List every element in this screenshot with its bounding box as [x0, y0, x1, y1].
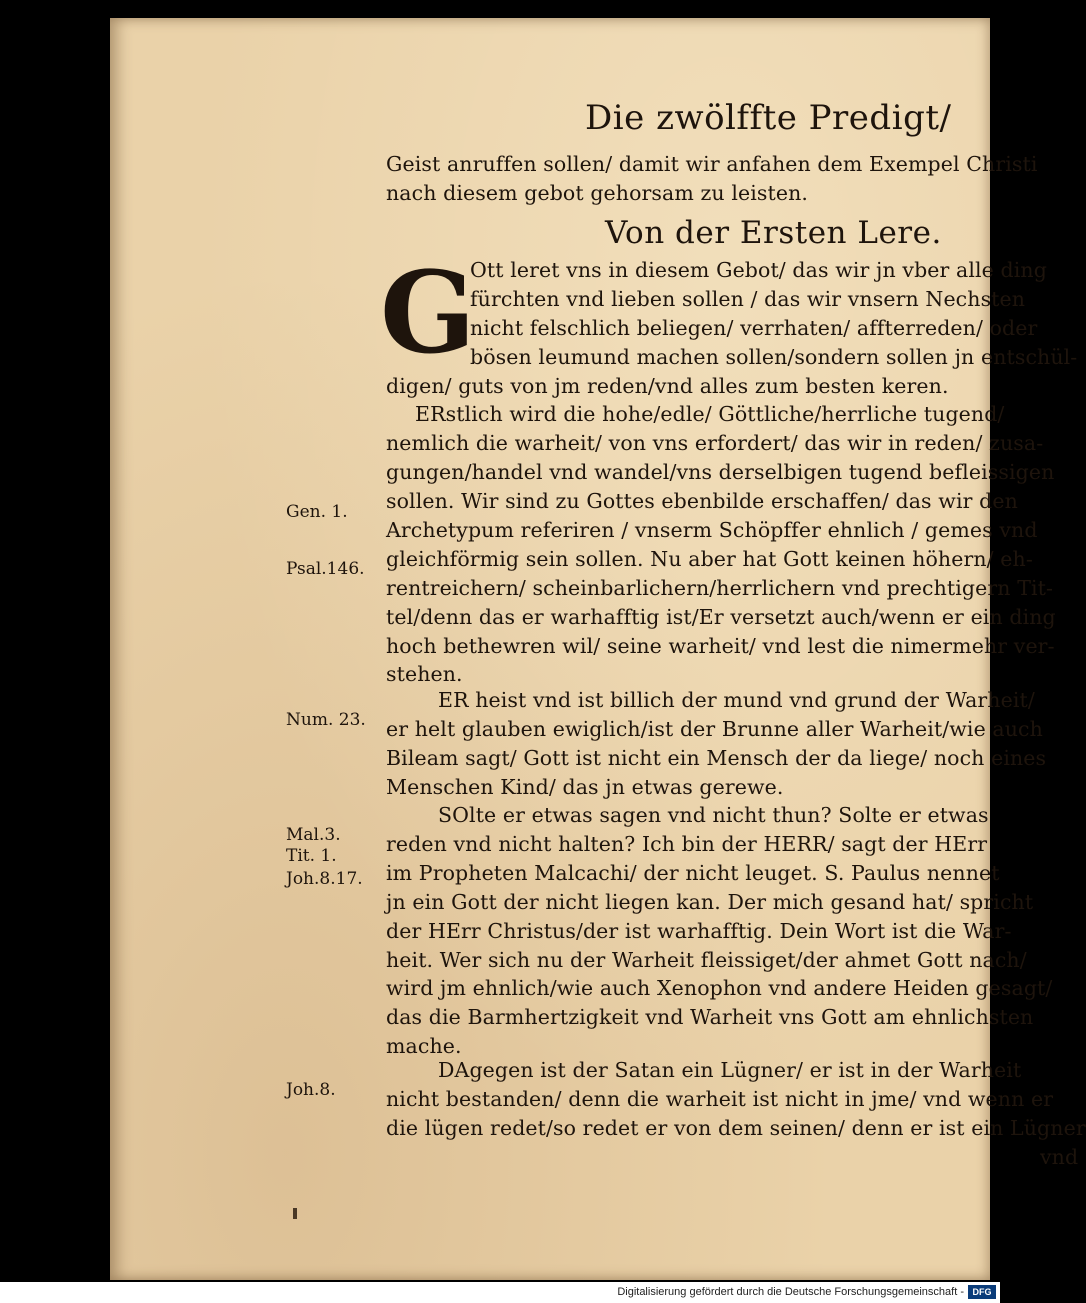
text-line: ERstlich wird die hohe/edle/ Göttliche/herrliche tugend/ — [415, 402, 1005, 426]
text-line: bösen leumund machen sollen/sondern sollen jn entschül- — [470, 345, 1078, 369]
margin-note: Tit. 1. — [286, 846, 337, 866]
text-line: die lügen redet/so redet er von dem seinen/ denn er ist ein Lügner — [386, 1116, 1086, 1140]
margin-note: Num. 23. — [286, 710, 366, 730]
text-line: er helt glauben ewiglich/ist der Brunne aller Warheit/wie auch — [386, 717, 1043, 741]
text-line: wird jm ehnlich/wie auch Xenophon vnd andere Heiden gesagt/ — [386, 976, 1053, 1000]
text-line: Menschen Kind/ das jn etwas gerewe. — [386, 775, 784, 799]
margin-note: Joh.8.17. — [286, 869, 363, 889]
margin-note: Psal.146. — [286, 559, 365, 579]
text-line: Bileam sagt/ Gott ist nicht ein Mensch der da liege/ noch eines — [386, 746, 1047, 770]
margin-note: Gen. 1. — [286, 502, 348, 522]
catchword: vnd — [1040, 1145, 1079, 1169]
text-line: nach diesem gebot gehorsam zu leisten. — [386, 181, 808, 205]
text-line: mache. — [386, 1034, 462, 1058]
text-line: das die Barmhertzigkeit vnd Warheit vns Gott am ehnlichsten — [386, 1005, 1034, 1029]
book-page — [110, 18, 1086, 1280]
text-line: fürchten vnd lieben sollen / das wir vnsern Nechsten — [470, 287, 1026, 311]
text-line: stehen. — [386, 662, 463, 686]
text-line: rentreichern/ scheinbarlichern/herrlichern vnd prechtigern Tit- — [386, 576, 1053, 600]
text-line: SOlte er etwas sagen vnd nicht thun? Solte er etwas — [438, 803, 989, 827]
text-line: nicht bestanden/ denn die warheit ist nicht in jme/ vnd wenn er — [386, 1087, 1054, 1111]
dfg-logo-icon: DFG — [968, 1285, 996, 1299]
text-line: gungen/handel vnd wandel/vns derselbigen tugend befleissigen — [386, 460, 1055, 484]
text-line: DAgegen ist der Satan ein Lügner/ er ist in der Warheit — [438, 1058, 1022, 1082]
text-line: jn ein Gott der nicht liegen kan. Der mich gesand hat/ spricht — [386, 890, 1034, 914]
margin-note: Mal.3. — [286, 825, 341, 845]
text-line: Ott leret vns in diesem Gebot/ das wir jn vber alle ding — [470, 258, 1047, 282]
text-line: reden vnd nicht halten? Ich bin der HERR/ sagt der HErr — [386, 832, 988, 856]
text-line: digen/ guts von jm reden/vnd alles zum besten keren. — [386, 374, 949, 398]
text-line: nemlich die warheit/ von vns erfordert/ das wir in reden/ zusa- — [386, 431, 1044, 455]
page-mark — [293, 1208, 297, 1219]
section-heading: Von der Ersten Lere. — [605, 215, 942, 251]
text-line: Geist anruffen sollen/ damit wir anfahen dem Exempel Christi — [386, 152, 1038, 176]
margin-note: Joh.8. — [286, 1080, 336, 1100]
footer-credit: Digitalisierung gefördert durch die Deutsche Forschungsgemeinschaft - — [617, 1286, 964, 1298]
text-line: im Propheten Malcachi/ der nicht leuget. S. Paulus nennet — [386, 861, 1000, 885]
drop-cap: G — [380, 248, 476, 379]
text-line: gleichförmig sein sollen. Nu aber hat Gott keinen höhern/ eh- — [386, 547, 1033, 571]
text-line: tel/denn das er warhafftig ist/Er versetzt auch/wenn er ein ding — [386, 605, 1056, 629]
text-line: hoch bethewren wil/ seine warheit/ vnd lest die nimermehr ver- — [386, 634, 1055, 658]
text-line: Archetypum referiren / vnserm Schöpffer ehnlich / gemes vnd — [386, 518, 1038, 542]
footer-bar — [0, 1282, 1000, 1303]
text-line: sollen. Wir sind zu Gottes ebenbilde erschaffen/ das wir den — [386, 489, 1018, 513]
text-line: nicht felschlich beliegen/ verrhaten/ affterreden/ oder — [470, 316, 1038, 340]
page-heading: Die zwölffte Predigt/ — [585, 98, 952, 138]
text-line: der HErr Christus/der ist warhafftig. Dein Wort ist die War- — [386, 919, 1012, 943]
text-line: ER heist vnd ist billich der mund vnd grund der Warheit/ — [438, 688, 1035, 712]
text-line: heit. Wer sich nu der Warheit fleissiget/der ahmet Gott nach/ — [386, 948, 1027, 972]
